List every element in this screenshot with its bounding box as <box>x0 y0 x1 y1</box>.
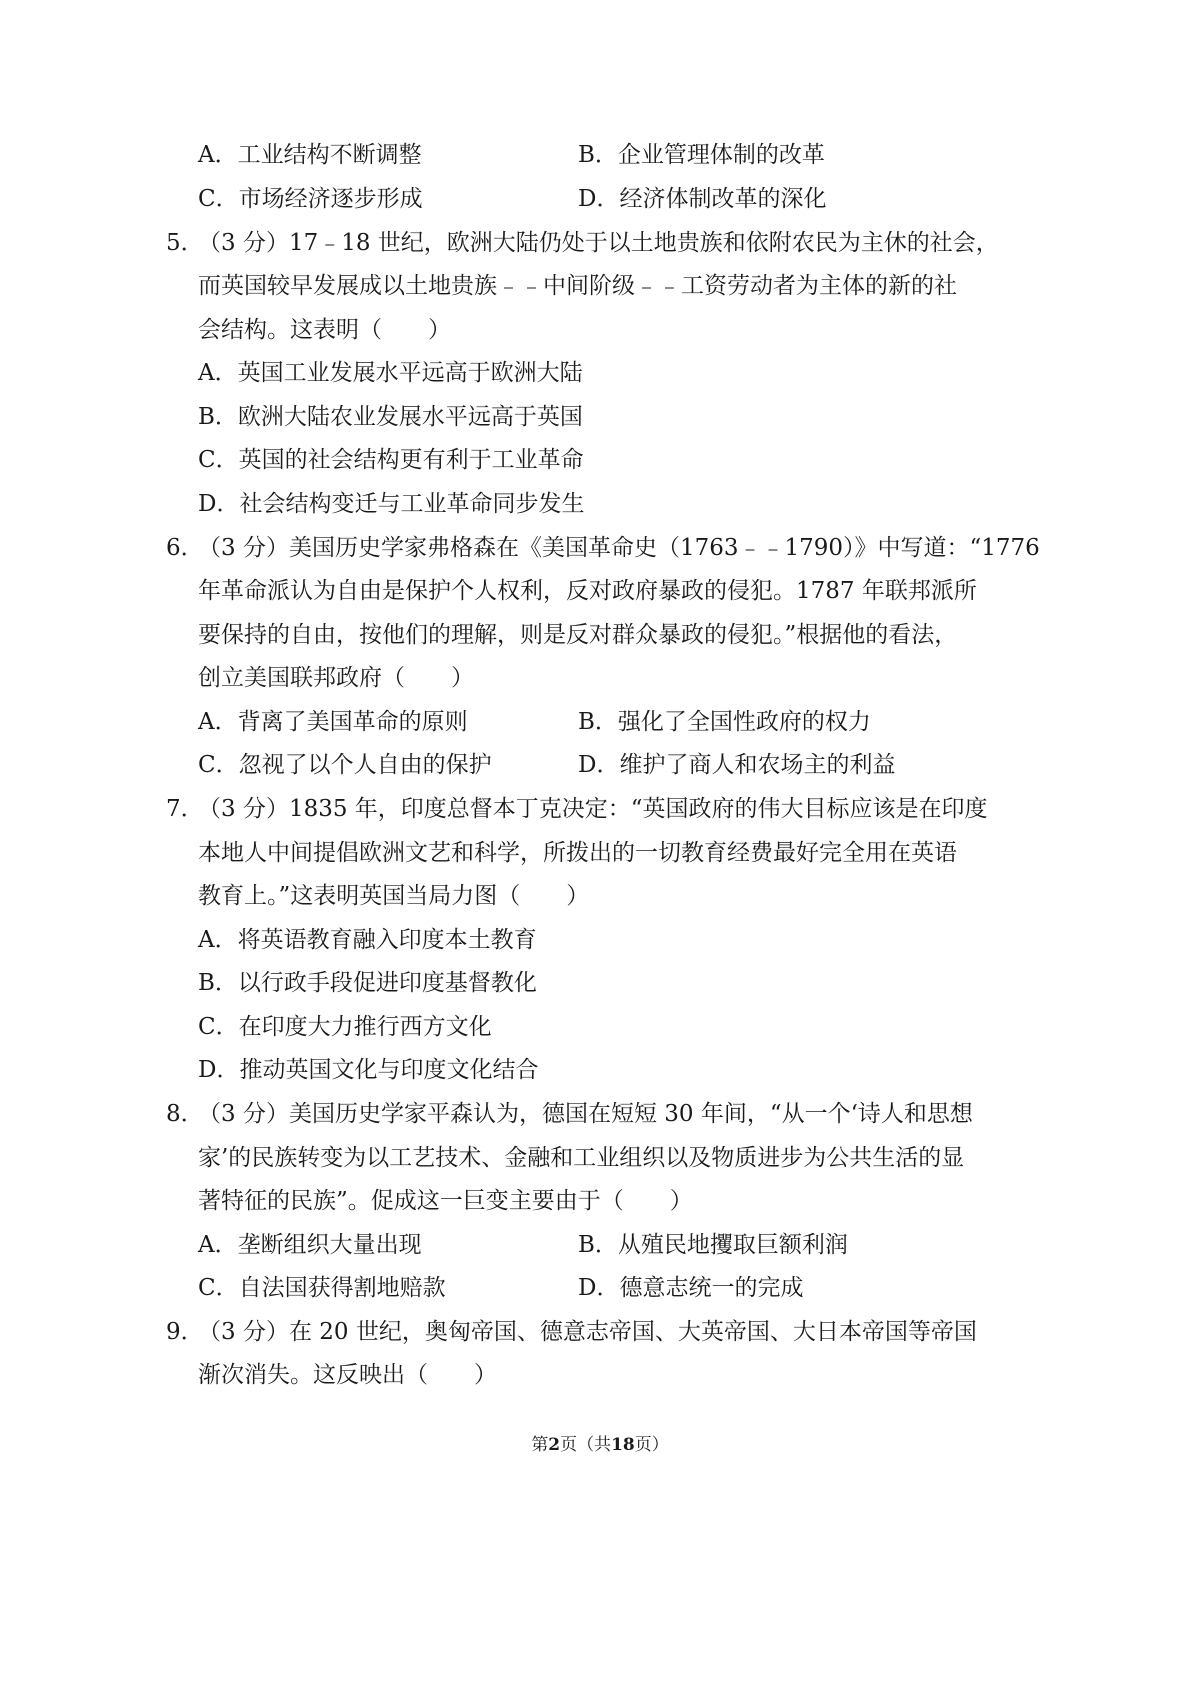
page-footer <box>0 1433 1200 1457</box>
q9-number: 9． <box>166 1319 204 1345</box>
q4-option-b: B．企业管理体制的改革 <box>578 142 825 168</box>
q4-option-c: C．市场经济逐步形成 <box>198 186 423 212</box>
q5-option-c: C．英国的社会结构更有利于工业革命 <box>198 447 584 473</box>
q8-stem-line-3: 著特征的民族”。促成这一巨变主要由于（ ） <box>198 1188 693 1214</box>
q7-option-a: A．将英语教育融入印度本土教育 <box>198 927 537 953</box>
q8-option-a: A．垄断组织大量出现 <box>198 1232 422 1258</box>
q6-option-c: C．忽视了以个人自由的保护 <box>198 752 492 778</box>
q8-option-b: B．从殖民地攫取巨额利润 <box>578 1232 848 1258</box>
q8-option-c: C．自法国获得割地赔款 <box>198 1275 446 1301</box>
q6-stem-line-2: 年革命派认为自由是保护个人权利，反对政府暴政的侵犯。1787 年联邦派所 <box>198 578 977 604</box>
footer-prefix: 第 <box>531 1435 549 1455</box>
q4-option-d: D．经济体制改革的深化 <box>578 186 827 212</box>
q5-number: 5． <box>166 230 204 256</box>
q7-number: 7． <box>166 796 204 822</box>
q7-stem-line-3: 教育上。”这表明英国当局力图（ ） <box>198 883 590 909</box>
q5-option-d: D．社会结构变迁与工业革命同步发生 <box>198 491 585 517</box>
q5-stem-line-2: 而英国较早发展成以土地贵族﹣﹣中间阶级﹣﹣工资劳动者为主体的新的社 <box>198 273 957 299</box>
q6-stem-line-4: 创立美国联邦政府（ ） <box>198 665 474 691</box>
q6-stem-line-3: 要保持的自由，按他们的理解，则是反对群众暴政的侵犯。”根据他的看法， <box>198 622 958 648</box>
q9-stem-line-1: （3 分）在 20 世纪，奥匈帝国、德意志帝国、大英帝国、大日本帝国等帝国 <box>198 1319 977 1345</box>
q4-option-a: A．工业结构不断调整 <box>198 142 422 168</box>
q8-stem-line-2: 家’的民族转变为以工艺技术、金融和工业组织以及物质进步为公共生活的显 <box>198 1145 965 1171</box>
q7-option-b: B．以行政手段促进印度基督教化 <box>198 970 537 996</box>
q8-number: 8． <box>166 1101 204 1127</box>
q8-option-d: D．德意志统一的完成 <box>578 1275 804 1301</box>
footer-middle: 页（共 <box>560 1435 612 1455</box>
q5-stem-line-1: （3 分）17﹣18 世纪，欧洲大陆仍处于以土地贵族和依附农民为主休的社会， <box>198 230 999 256</box>
q7-stem-line-2: 本地人中间提倡欧洲文艺和科学，所拨出的一切教育经费最好完全用在英语 <box>198 840 957 866</box>
q5-option-b: B．欧洲大陆农业发展水平远高于英国 <box>198 404 583 430</box>
q7-stem-line-1: （3 分）1835 年，印度总督本丁克决定：“英国政府的伟大目标应该是在印度 <box>198 796 988 822</box>
q5-option-a: A．英国工业发展水平远高于欧洲大陆 <box>198 360 583 386</box>
q5-stem-line-3: 会结构。这表明（ ） <box>198 317 451 343</box>
q6-option-d: D．维护了商人和农场主的利益 <box>578 752 896 778</box>
footer-suffix: 页） <box>634 1435 669 1455</box>
q7-option-d: D．推动英国文化与印度文化结合 <box>198 1057 539 1083</box>
q6-option-b: B．强化了全国性政府的权力 <box>578 709 871 735</box>
q7-option-c: C．在印度大力推行西方文化 <box>198 1014 492 1040</box>
footer-total-pages: 18 <box>611 1435 635 1455</box>
q6-number: 6． <box>166 535 204 561</box>
q9-stem-line-2: 渐次消失。这反映出（ ） <box>198 1362 497 1388</box>
q8-stem-line-1: （3 分）美国历史学家平森认为，德国在短短 30 年间，“从一个‘诗人和思想 <box>198 1101 973 1127</box>
q6-stem-line-1: （3 分）美国历史学家弗格森在《美国革命史（1763﹣﹣1790）》中写道：“1776 <box>198 535 1040 561</box>
footer-page-number: 2 <box>548 1435 561 1455</box>
q6-option-a: A．背离了美国革命的原则 <box>198 709 468 735</box>
